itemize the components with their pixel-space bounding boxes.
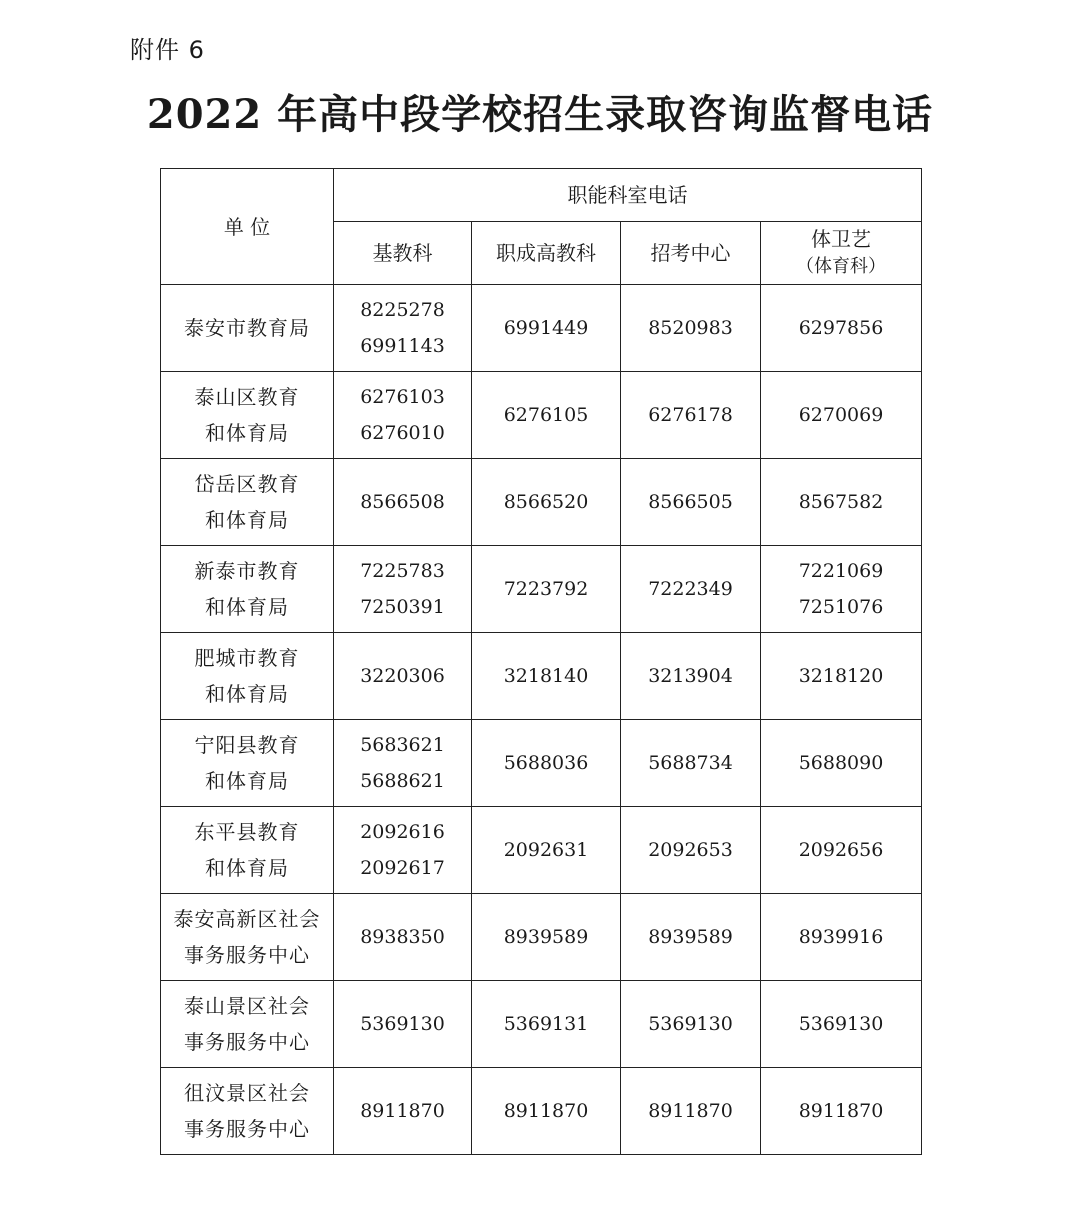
phone-cell [761,546,922,633]
phone-cell [334,546,472,633]
phone-cell [761,894,922,981]
phone-cell [334,981,472,1068]
phone-cell [621,807,761,894]
column-header-label: 体卫艺 [811,227,871,251]
attachment-label: 附件 6 [130,36,205,64]
unit-name-line: 事务服务中心 [184,1117,310,1141]
unit-name-line: 和体育局 [205,769,289,793]
table-row [161,633,922,720]
phone-cell [761,459,922,546]
phone-number: 6270069 [798,404,884,426]
phone-number: 7221069 [798,560,884,582]
phone-cell [621,546,761,633]
phone-number: 6276103 [360,386,445,408]
table-row [161,1068,922,1155]
phone-number: 3218120 [798,665,884,687]
unit-cell [161,546,334,633]
phone-cell [761,981,922,1068]
unit-name-line: 宁阳县教育 [194,733,300,757]
unit-cell [161,459,334,546]
phone-number: 8938350 [360,926,445,948]
phone-number: 8566508 [360,491,445,513]
phone-cell [621,894,761,981]
phone-cell [472,894,621,981]
phone-number: 5688090 [798,752,884,774]
phone-cell [334,1068,472,1155]
unit-name-line: 泰安高新区社会 [173,907,321,931]
unit-header: 单 位 [161,169,334,285]
phone-number: 7225783 [360,560,445,582]
phone-number: 6276105 [503,404,589,426]
unit-name-line: 肥城市教育 [194,646,300,670]
phone-cell [761,1068,922,1155]
phone-cell [472,1068,621,1155]
phone-cell [334,459,472,546]
phone-number: 7250391 [360,596,445,618]
phone-cell [621,372,761,459]
unit-name-line: 和体育局 [205,595,289,619]
phone-number: 7251076 [798,596,884,618]
unit-name-line: 新泰市教育 [194,559,300,583]
column-header [334,222,472,285]
table-row [161,459,922,546]
column-header-label: 招考中心 [650,241,731,265]
phone-cell [621,285,761,372]
phone-number: 6297856 [798,317,884,339]
phone-cell [334,894,472,981]
phone-number: 5369130 [648,1013,733,1035]
phone-number: 3213904 [648,665,733,687]
column-header-label: 职成高教科 [496,241,596,265]
phone-cell [621,459,761,546]
phone-table [160,168,922,1155]
phone-number: 8911870 [360,1100,445,1122]
phone-number: 5369130 [798,1013,884,1035]
phone-cell [761,807,922,894]
phone-cell [334,633,472,720]
phone-cell [334,372,472,459]
unit-name-line: 事务服务中心 [184,943,310,967]
phone-number: 7222349 [648,578,733,600]
unit-name-line: 泰安市教育局 [184,316,310,340]
phone-number: 6991449 [503,317,589,339]
phone-cell [761,633,922,720]
group-header: 职能科室电话 [334,169,922,222]
phone-number: 8225278 [360,299,445,321]
phone-cell [621,633,761,720]
phone-cell [621,720,761,807]
phone-number: 3220306 [360,665,445,687]
unit-name-line: 东平县教育 [194,820,300,844]
unit-name-line: 和体育局 [205,421,289,445]
unit-name-line: 泰山区教育 [194,385,300,409]
phone-cell [472,633,621,720]
column-header [761,222,922,285]
phone-number: 6276178 [648,404,733,426]
phone-cell [472,981,621,1068]
phone-number: 8911870 [798,1100,884,1122]
column-header-note: （体育科） [796,256,886,277]
unit-cell [161,372,334,459]
phone-number: 2092616 [360,821,445,843]
phone-number: 6276010 [360,422,445,444]
column-header [621,222,761,285]
table-row [161,372,922,459]
unit-cell [161,981,334,1068]
unit-name-line: 事务服务中心 [184,1030,310,1054]
unit-name-line: 岱岳区教育 [194,472,300,496]
phone-number: 8939589 [648,926,733,948]
phone-number: 8520983 [648,317,733,339]
phone-number: 5688734 [648,752,733,774]
phone-number: 5688036 [503,752,589,774]
phone-number: 2092656 [798,839,884,861]
phone-number: 2092631 [503,839,589,861]
phone-cell [761,372,922,459]
phone-number: 5369131 [503,1013,589,1035]
phone-number: 8567582 [798,491,884,513]
table-row [161,894,922,981]
phone-cell [761,720,922,807]
phone-number: 6991143 [360,335,445,357]
unit-cell [161,720,334,807]
phone-cell [472,546,621,633]
phone-cell [621,1068,761,1155]
unit-name-line: 泰山景区社会 [184,994,310,1018]
unit-name-line: 徂汶景区社会 [184,1081,310,1105]
phone-cell [472,372,621,459]
table-row [161,546,922,633]
phone-number: 5683621 [360,734,445,756]
phone-cell [621,981,761,1068]
phone-cell [472,285,621,372]
phone-number: 8566505 [648,491,733,513]
column-header-label: 基教科 [372,241,433,265]
unit-name-line: 和体育局 [205,856,289,880]
unit-name-line: 和体育局 [205,682,289,706]
phone-cell [334,285,472,372]
phone-cell [334,720,472,807]
unit-cell [161,1068,334,1155]
unit-cell [161,807,334,894]
phone-number: 5688621 [360,770,445,792]
phone-cell [334,807,472,894]
unit-name-line: 和体育局 [205,508,289,532]
table-row [161,285,922,372]
phone-number: 2092653 [648,839,733,861]
phone-cell [472,459,621,546]
phone-cell [761,285,922,372]
phone-number: 8911870 [648,1100,733,1122]
table-row [161,720,922,807]
phone-number: 8566520 [503,491,589,513]
phone-cell [472,720,621,807]
page-title: 2022 年高中段学校招生录取咨询监督电话 [146,91,934,138]
phone-number: 7223792 [503,578,589,600]
phone-number: 8939589 [503,926,589,948]
phone-number: 8911870 [503,1100,589,1122]
table-row [161,807,922,894]
phone-number: 2092617 [360,857,445,879]
phone-number: 8939916 [798,926,884,948]
unit-cell [161,894,334,981]
unit-cell [161,285,334,372]
table-row [161,981,922,1068]
phone-number: 5369130 [360,1013,445,1035]
unit-cell [161,633,334,720]
column-header [472,222,621,285]
phone-cell [472,807,621,894]
phone-number: 3218140 [503,665,589,687]
